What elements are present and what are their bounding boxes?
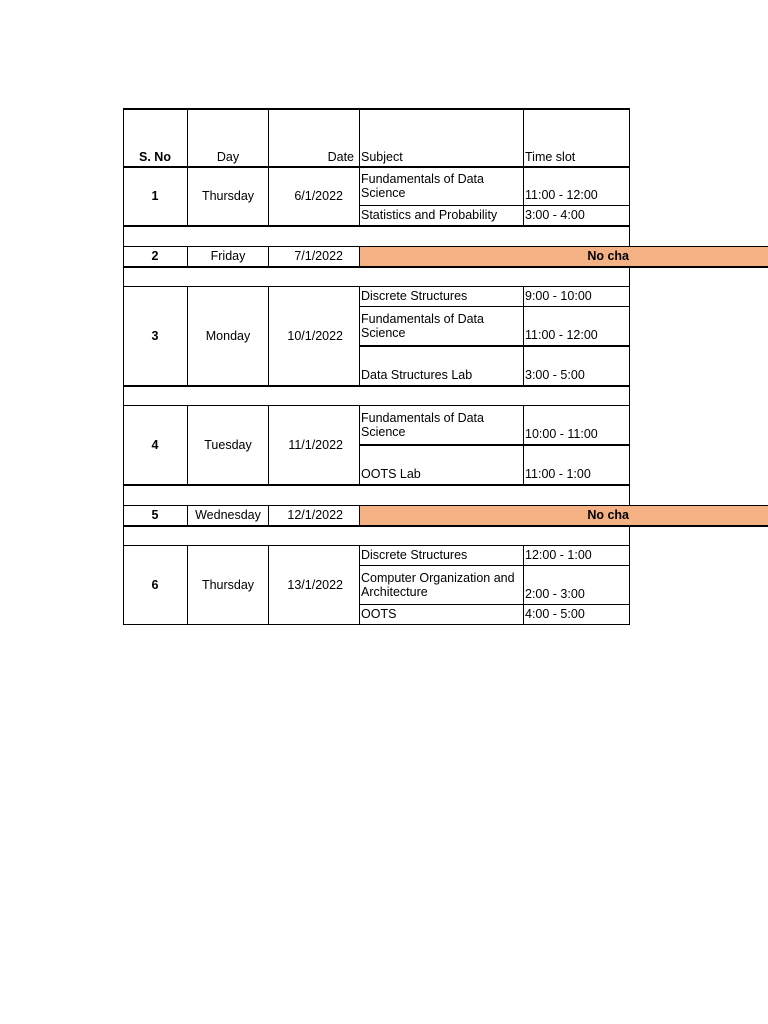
- row-day: Monday: [205, 328, 251, 343]
- column-border: [123, 286, 124, 385]
- no-class-band: [360, 506, 768, 525]
- spacer-right-border: [629, 525, 630, 545]
- column-border: [187, 505, 188, 525]
- spacer-right-border: [629, 484, 630, 505]
- time-slot-cell: 9:00 - 10:00: [525, 289, 592, 303]
- row-date: 6/1/2022: [294, 188, 343, 203]
- column-border: [523, 286, 524, 385]
- row-sno: 2: [151, 249, 159, 263]
- spacer-right-border: [629, 266, 630, 286]
- time-slot-cell: 11:00 - 12:00: [525, 328, 598, 342]
- subject-cell: Discrete Structures: [361, 289, 468, 303]
- group-bottom-border: [123, 225, 630, 227]
- group-top-border: [123, 545, 630, 546]
- column-border: [187, 166, 188, 225]
- column-border: [629, 405, 630, 484]
- subject-cell: Fundamentals of Data Science: [361, 312, 484, 340]
- header-column-border: [523, 108, 524, 167]
- row-day: Friday: [210, 249, 246, 263]
- group-top-border: [123, 286, 630, 287]
- column-border: [123, 246, 124, 266]
- no-class-label: No cha: [587, 249, 629, 263]
- subject-cell: OOTS Lab: [361, 467, 421, 481]
- spacer-left-border: [123, 525, 124, 545]
- header-column-border: [268, 108, 269, 167]
- column-border: [359, 505, 360, 525]
- subject-cell: Discrete Structures: [361, 548, 468, 562]
- header-column-border: [187, 108, 188, 167]
- row-date: 10/1/2022: [287, 328, 343, 343]
- row-sno: 6: [151, 577, 159, 592]
- header-column-border: [123, 108, 124, 167]
- column-border: [268, 545, 269, 624]
- row-date: 12/1/2022: [287, 508, 343, 522]
- column-border: [268, 246, 269, 266]
- column-border: [123, 545, 124, 624]
- spacer-left-border: [123, 266, 124, 286]
- row-date: 11/1/2022: [288, 437, 343, 452]
- row-date: 13/1/2022: [287, 577, 343, 592]
- column-border: [123, 166, 124, 225]
- row-day: Tuesday: [204, 437, 252, 452]
- header-sno: S. No: [139, 150, 171, 164]
- no-class-label: No cha: [587, 508, 629, 522]
- entry-divider: [359, 345, 630, 347]
- row-sno: 5: [151, 508, 159, 522]
- subject-cell: Computer Organization and Architecture: [361, 571, 515, 599]
- subject-cell: Fundamentals of Data Science: [361, 411, 484, 439]
- group-bottom-border: [123, 266, 768, 268]
- header-column-border: [629, 108, 630, 167]
- column-border: [523, 545, 524, 624]
- time-slot-cell: 10:00 - 11:00: [525, 427, 598, 441]
- table-top-border: [123, 108, 630, 110]
- group-bottom-border: [123, 624, 630, 625]
- column-border: [123, 405, 124, 484]
- column-border: [359, 286, 360, 385]
- row-sno: 1: [151, 188, 159, 203]
- entry-divider: [359, 604, 630, 605]
- column-border: [187, 246, 188, 266]
- subject-cell: Fundamentals of Data Science: [361, 172, 484, 200]
- column-border: [187, 545, 188, 624]
- time-slot-cell: 4:00 - 5:00: [525, 607, 585, 621]
- group-bottom-border: [123, 484, 630, 486]
- time-slot-cell: 12:00 - 1:00: [525, 548, 592, 562]
- column-border: [187, 405, 188, 484]
- entry-divider: [359, 205, 630, 206]
- column-border: [123, 505, 124, 525]
- column-border: [187, 286, 188, 385]
- column-border: [268, 505, 269, 525]
- group-top-border: [123, 246, 768, 247]
- time-slot-cell: 11:00 - 12:00: [525, 188, 598, 202]
- header-column-border: [359, 108, 360, 167]
- entry-divider: [359, 306, 630, 307]
- spacer-left-border: [123, 385, 124, 405]
- time-slot-cell: 11:00 - 1:00: [525, 467, 591, 481]
- time-slot-cell: 3:00 - 4:00: [525, 208, 585, 222]
- row-day: Thursday: [201, 577, 255, 592]
- group-bottom-border: [123, 525, 768, 527]
- row-day: Thursday: [201, 188, 255, 203]
- column-border: [359, 246, 360, 266]
- column-border: [359, 405, 360, 484]
- no-class-band: [360, 247, 768, 266]
- row-date: 7/1/2022: [294, 249, 343, 263]
- column-border: [629, 545, 630, 624]
- header-time-slot: Time slot: [525, 150, 576, 164]
- column-border: [268, 405, 269, 484]
- column-border: [629, 286, 630, 385]
- column-border: [523, 166, 524, 225]
- spacer-left-border: [123, 484, 124, 505]
- group-top-border: [123, 166, 630, 167]
- column-border: [629, 166, 630, 225]
- group-top-border: [123, 405, 630, 406]
- row-day: Wednesday: [195, 508, 261, 522]
- group-top-border: [123, 505, 768, 506]
- column-border: [359, 166, 360, 225]
- group-bottom-border: [123, 385, 630, 387]
- column-border: [523, 405, 524, 484]
- header-date: Date: [327, 150, 354, 164]
- row-sno: 4: [151, 437, 159, 452]
- spacer-right-border: [629, 385, 630, 405]
- header-day: Day: [216, 150, 240, 164]
- spacer-right-border: [629, 225, 630, 246]
- header-subject: Subject: [361, 150, 403, 164]
- column-border: [268, 286, 269, 385]
- row-sno: 3: [151, 328, 159, 343]
- subject-cell: Data Structures Lab: [361, 368, 473, 382]
- subject-cell: Statistics and Probability: [361, 208, 498, 222]
- entry-divider: [359, 444, 630, 446]
- time-slot-cell: 3:00 - 5:00: [525, 368, 585, 382]
- entry-divider: [359, 565, 630, 566]
- subject-cell: OOTS: [361, 607, 397, 621]
- column-border: [268, 166, 269, 225]
- spacer-left-border: [123, 225, 124, 246]
- time-slot-cell: 2:00 - 3:00: [525, 587, 585, 601]
- column-border: [359, 545, 360, 624]
